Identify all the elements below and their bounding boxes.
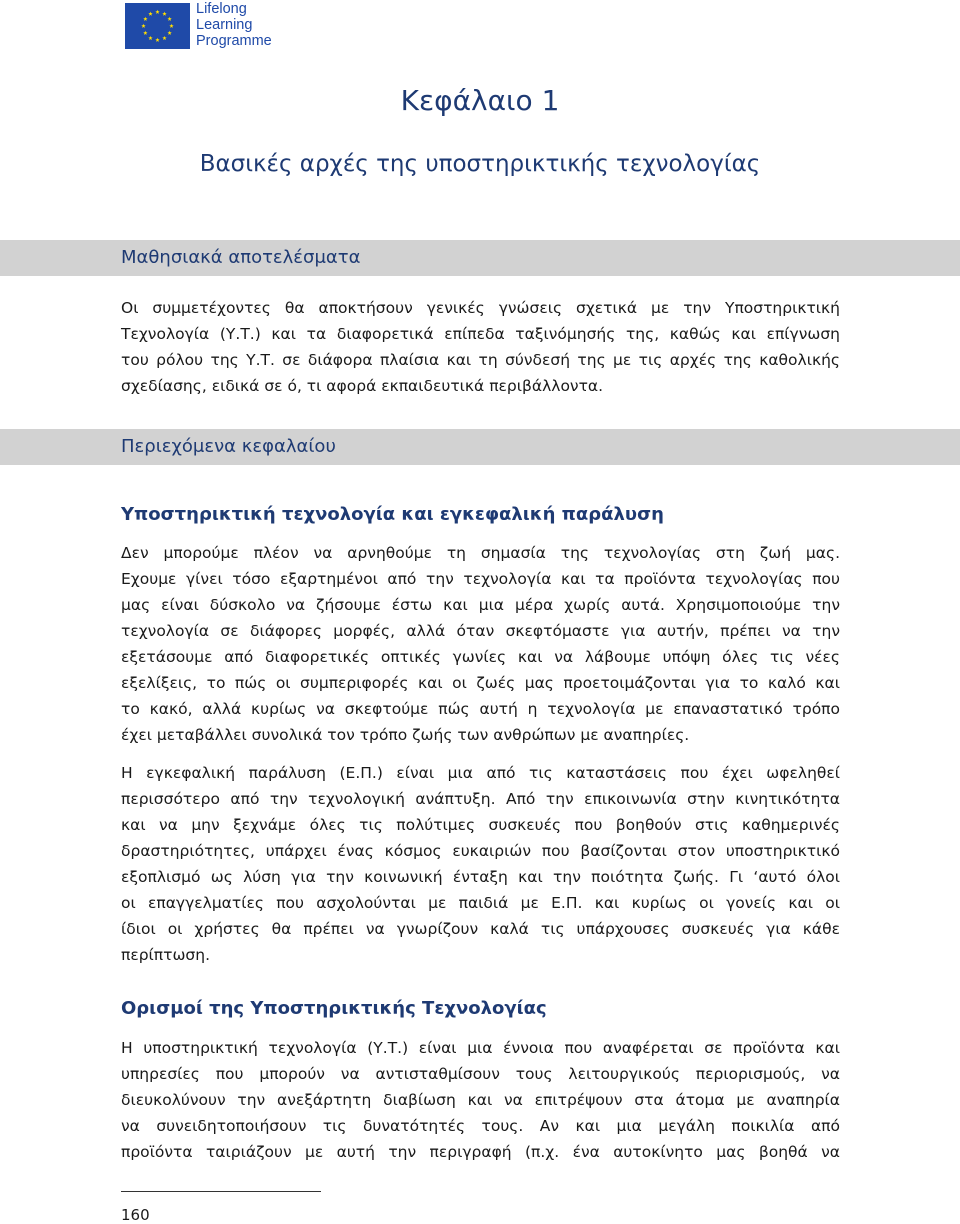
logo-line-2: Learning — [196, 17, 253, 33]
text-line: εξελίξεις, το πώς οι συμπεριφορές και οι ζωές μας προετοιμάζονται για το καλό και — [121, 674, 840, 692]
chapter-title: Κεφάλαιο 1 — [400, 84, 560, 117]
text-line: Εχουμε γίνει τόσο εξαρτημένοι από την τεχνολογία και τα προϊόντα τεχνολογίας που — [121, 570, 840, 588]
text-line: υπηρεσίες που μπορούν να αντισταθμίσουν τους λειτουργικούς περιορισμούς, να — [121, 1065, 840, 1083]
paragraph-1 — [121, 540, 840, 748]
text-line: ίδιοι οι χρήστες θα πρέπει να γνωρίζουν καλά τις υπάρχουσες συσκευές για κάθε — [121, 920, 840, 938]
text-line: του ρόλου της Υ.Τ. σε διάφορα πλαίσια και τη σύνδεσή της με τις αρχές της καθολικής — [121, 351, 840, 369]
learning-outcomes-band — [0, 240, 960, 276]
text-line: Η εγκεφαλική παράλυση (Ε.Π.) είναι μια από τις καταστάσεις που έχει ωφεληθεί — [121, 764, 840, 782]
text-line: προϊόντα ταιριάζουν με αυτή την περιγραφή (π.χ. ένα αυτοκίνητο μας βοηθά να — [121, 1143, 840, 1161]
text-line: Οι συμμετέχοντες θα αποκτήσουν γενικές γνώσεις σχετικά με την Υποστηρικτική — [121, 299, 840, 317]
contents-band — [0, 429, 960, 465]
text-line: και να μην ξεχνάμε όλες τις πολύτιμες συσκευές που βοηθούν στις καθημερινές — [121, 816, 840, 834]
text-line: οι επαγγελματίες που ασχολούνται με παιδιά με Ε.Π. και κυρίως οι γονείς και οι — [121, 894, 840, 912]
text-line: περισσότερο από την τεχνολογική ανάπτυξη. Από την επικοινωνία στην κινητικότητα — [121, 790, 840, 808]
learning-outcomes-heading: Μαθησιακά αποτελέσματα — [121, 247, 361, 268]
lifelong-learning-logo — [125, 3, 272, 49]
text-line: μας είναι δύσκολο να ζήσουμε έστω και μια μέρα χωρίς αυτά. Χρησιμοποιούμε την — [121, 596, 840, 614]
logo-line-3: Programme — [196, 33, 272, 49]
contents-heading: Περιεχόμενα κεφαλαίου — [121, 436, 336, 457]
text-line: το κακό, αλλά κυρίως να σκεφτούμε πώς αυτή η τεχνολογία με επαναστατικό τρόπο — [121, 700, 840, 718]
eu-flag-icon — [125, 3, 190, 49]
paragraph-3 — [121, 1035, 840, 1165]
text-line: περίπτωση. — [121, 946, 211, 964]
paragraph-2 — [121, 760, 840, 968]
text-line: τεχνολογία σε διάφορες μορφές, αλλά όταν σκεφτόμαστε για αυτήν, πρέπει να την — [121, 622, 840, 640]
text-line: εξετάσουμε από διαφορετικές οπτικές γωνίες και να λάβουμε υπόψη όλες τις νέες — [121, 648, 840, 666]
text-line: διευκολύνουν την ανεξάρτητη διαβίωση και να επιτρέψουν στα άτομα με αναπηρία — [121, 1091, 840, 1109]
text-line: έχει μεταβάλλει συνολικά τον τρόπο ζωής των ανθρώπων με αναπηρίες. — [121, 726, 690, 744]
text-line: εξοπλισμό ως λύση για την κοινωνική ένταξη και την ποιότητα ζωής. Γι ‘αυτό όλοι — [121, 868, 840, 886]
logo-line-1: Lifelong — [196, 1, 247, 17]
footer-rule — [121, 1191, 321, 1192]
chapter-subtitle: Βασικές αρχές της υποστηρικτικής τεχνολογίας — [199, 151, 761, 177]
section-title: Υποστηρικτική τεχνολογία και εγκεφαλική παράλυση — [121, 504, 664, 525]
text-line: σχεδίασης, ειδικά σε ό, τι αφορά εκπαιδευτικά περιβάλλοντα. — [121, 377, 604, 395]
learning-outcomes-paragraph — [121, 295, 840, 399]
logo-text — [196, 1, 272, 49]
section-title: Ορισμοί της Υποστηρικτικής Τεχνολογίας — [121, 998, 547, 1019]
text-line: Δεν μπορούμε πλέον να αρνηθούμε τη σημασία της τεχνολογίας στη ζωή μας. — [121, 544, 840, 562]
page-number: 160 — [121, 1206, 150, 1224]
text-line: Η υποστηρικτική τεχνολογία (Υ.Τ.) είναι μια έννοια που αναφέρεται σε προϊόντα και — [121, 1039, 840, 1057]
text-line: να συνειδητοποιήσουν τις δυνατότητές τους. Αν και μια μεγάλη ποικιλία από — [121, 1117, 840, 1135]
text-line: δραστηριότητες, υπάρχει ένας κόσμος ευκαιριών που βασίζονται στον υποστηρικτικό — [121, 842, 840, 860]
text-line: Τεχνολογία (Υ.Τ.) και τα διαφορετικά επίπεδα ταξινόμησής της, καθώς και επίγνωση — [121, 325, 840, 343]
